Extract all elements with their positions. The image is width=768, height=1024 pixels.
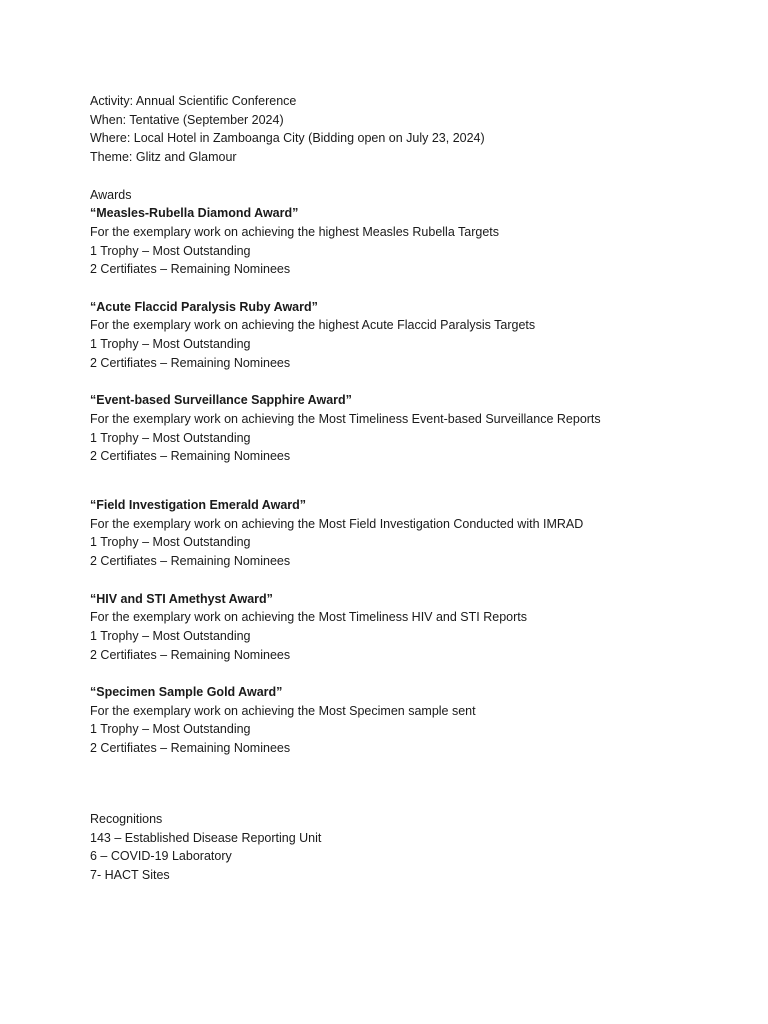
award-title: “Acute Flaccid Paralysis Ruby Award” — [90, 299, 318, 314]
award-trophy: 1 Trophy – Most Outstanding — [90, 243, 251, 258]
spacer — [90, 664, 730, 683]
award-title: “Measles-Rubella Diamond Award” — [90, 206, 299, 221]
spacer — [90, 571, 730, 590]
award-description: For the exemplary work on achieving the highest Measles Rubella Targets — [90, 224, 500, 239]
award-certificates: 2 Certifiates – Remaining Nominees — [90, 355, 291, 370]
award-description: For the exemplary work on achieving the highest Acute Flaccid Paralysis Targets — [90, 318, 536, 333]
recognition-item: 143 – Established Disease Reporting Unit — [90, 830, 322, 845]
recognitions-section — [90, 810, 730, 885]
award-certificates: 2 Certifiates – Remaining Nominees — [90, 554, 291, 569]
awards-section — [90, 186, 730, 758]
award-title: “Specimen Sample Gold Award” — [90, 685, 283, 700]
award-certificates: 2 Certifiates – Remaining Nominees — [90, 647, 291, 662]
recognition-item: 7- HACT Sites — [90, 867, 170, 882]
recognition-item: 6 – COVID-19 Laboratory — [90, 849, 232, 864]
award-trophy: 1 Trophy – Most Outstanding — [90, 535, 251, 550]
award-certificates: 2 Certifiates – Remaining Nominees — [90, 741, 291, 756]
award-block — [90, 298, 730, 373]
awards-heading: Awards — [90, 187, 132, 202]
event-details — [90, 92, 730, 167]
award-description: For the exemplary work on achieving the Most Timeliness HIV and STI Reports — [90, 610, 527, 625]
spacer — [90, 279, 730, 298]
recognitions-heading: Recognitions — [90, 811, 163, 826]
award-description: For the exemplary work on achieving the Most Timeliness Event-based Surveillance Reports — [90, 411, 601, 426]
theme-line: Theme: Glitz and Glamour — [90, 150, 237, 165]
award-title: “Field Investigation Emerald Award” — [90, 498, 307, 513]
award-block — [90, 391, 730, 466]
award-trophy: 1 Trophy – Most Outstanding — [90, 722, 251, 737]
award-trophy: 1 Trophy – Most Outstanding — [90, 337, 251, 352]
award-description: For the exemplary work on achieving the Most Field Investigation Conducted with IMRAD — [90, 516, 584, 531]
award-description: For the exemplary work on achieving the Most Specimen sample sent — [90, 703, 476, 718]
award-block — [90, 683, 730, 758]
award-block — [90, 496, 730, 571]
activity-line: Activity: Annual Scientific Conference — [90, 94, 297, 108]
award-trophy: 1 Trophy – Most Outstanding — [90, 628, 251, 643]
award-block — [90, 590, 730, 665]
when-line: When: Tentative (September 2024) — [90, 112, 284, 127]
where-line: Where: Local Hotel in Zamboanga City (Bidding open on July 23, 2024) — [90, 131, 485, 146]
award-certificates: 2 Certifiates – Remaining Nominees — [90, 262, 291, 277]
spacer — [90, 466, 730, 496]
award-trophy: 1 Trophy – Most Outstanding — [90, 430, 251, 445]
spacer — [90, 758, 730, 810]
spacer — [90, 373, 730, 392]
award-title: “HIV and STI Amethyst Award” — [90, 591, 273, 606]
spacer — [90, 167, 730, 186]
award-block — [90, 204, 730, 279]
document-page — [90, 92, 730, 885]
award-certificates: 2 Certifiates – Remaining Nominees — [90, 449, 291, 464]
award-title: “Event-based Surveillance Sapphire Award” — [90, 393, 352, 408]
